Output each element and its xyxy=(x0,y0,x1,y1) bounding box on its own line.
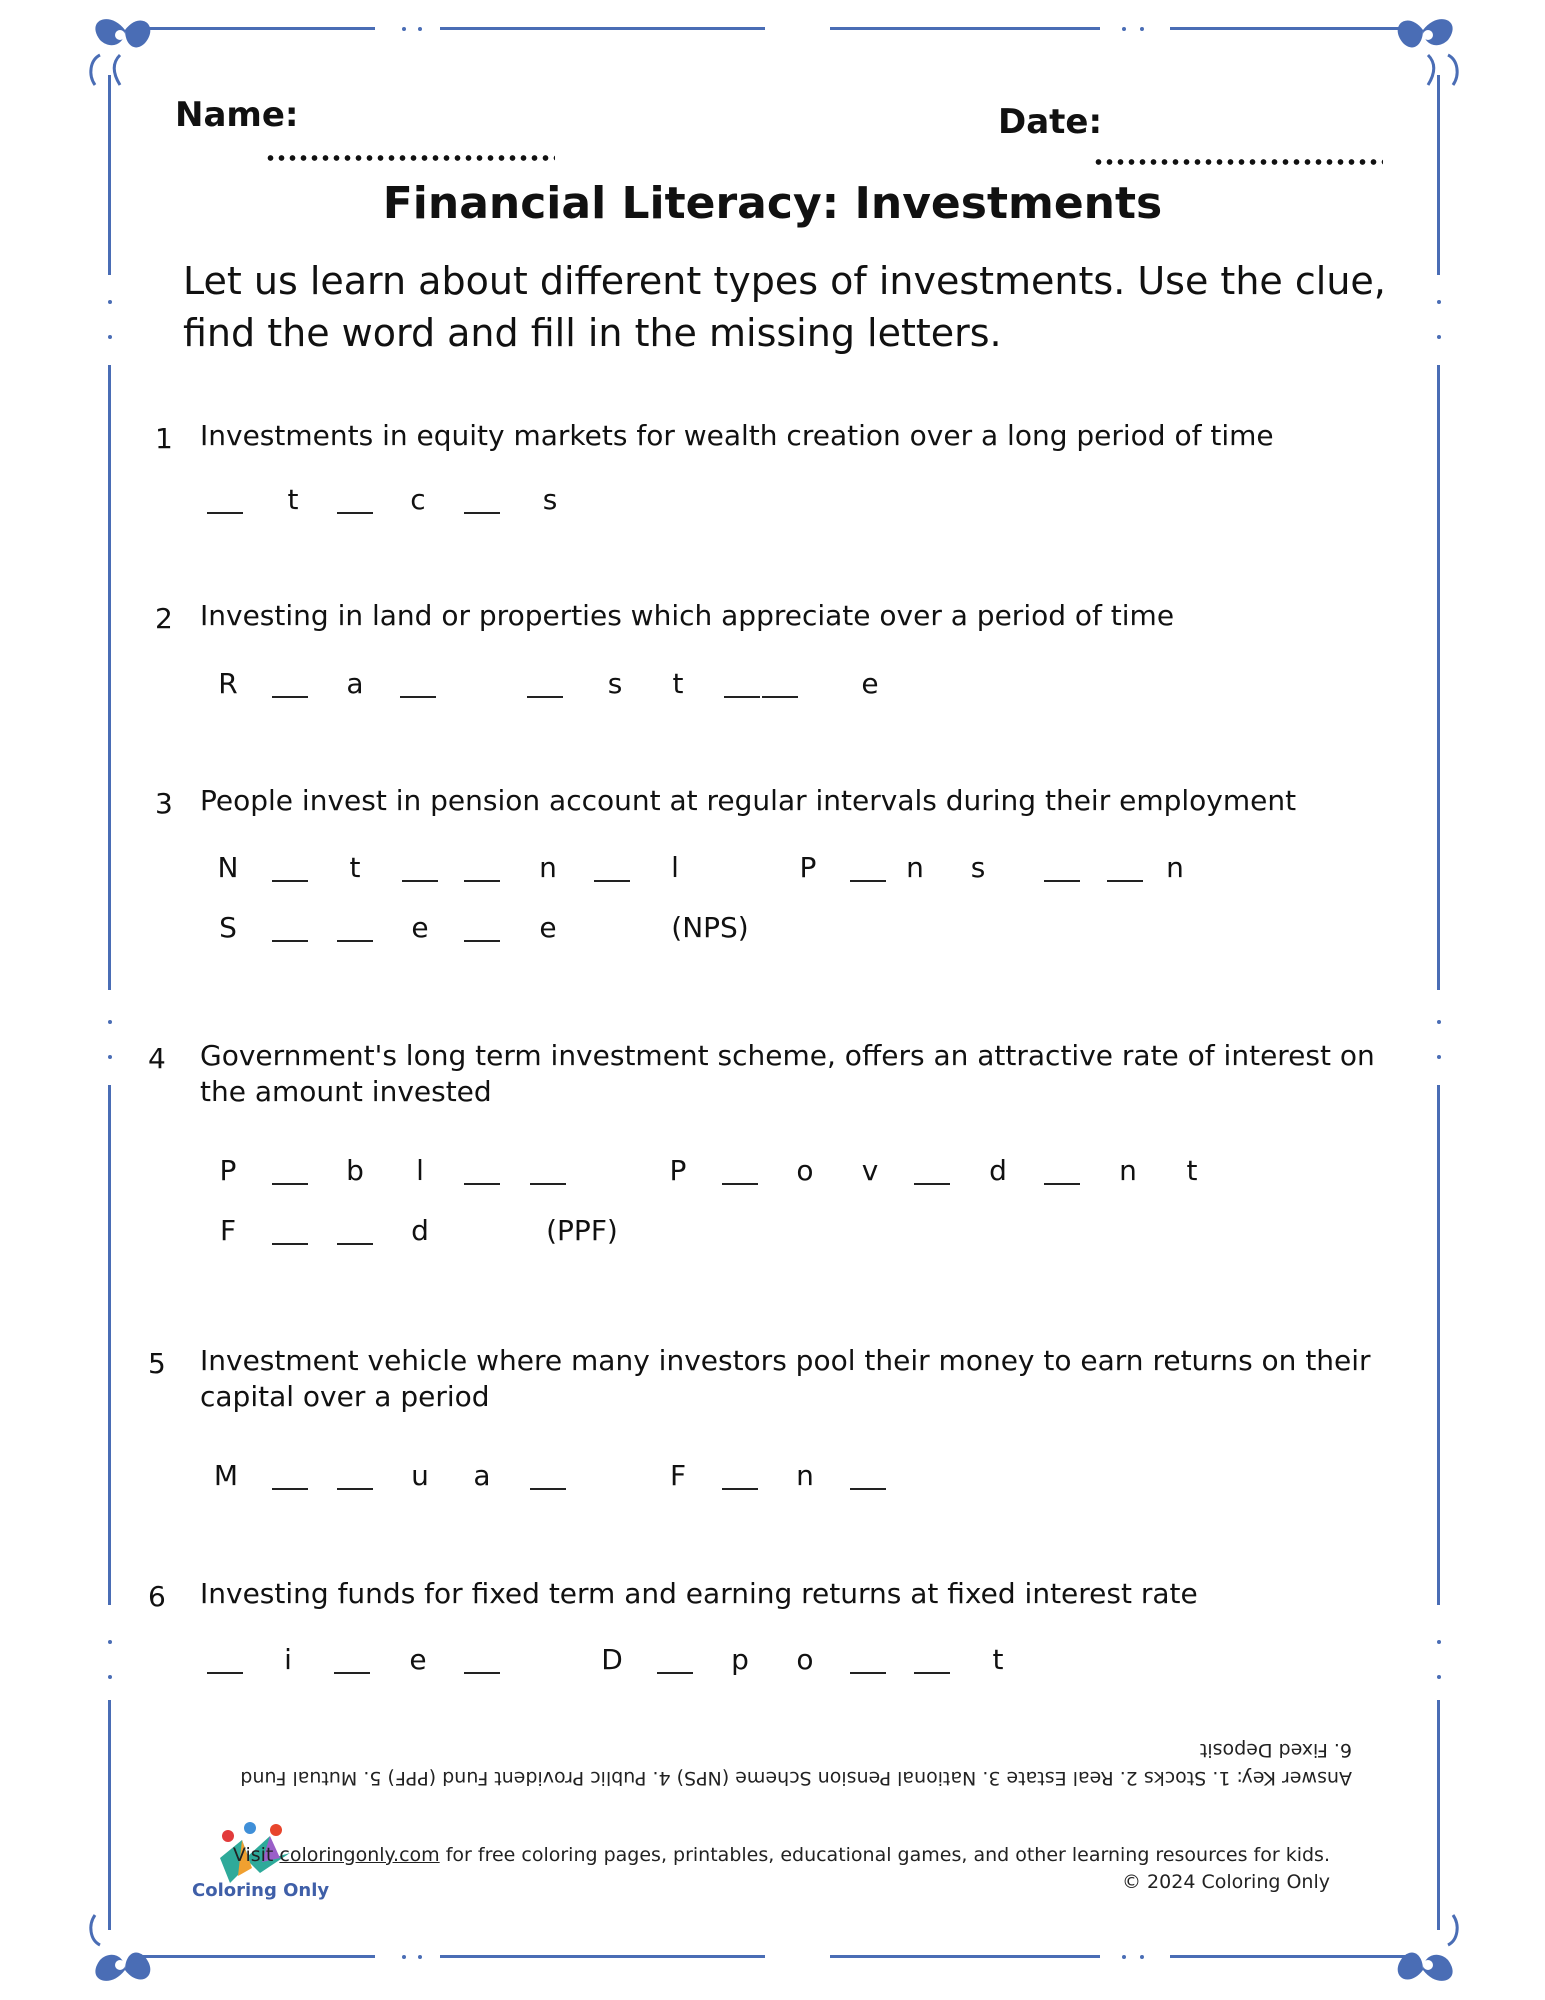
border-top-left xyxy=(135,27,375,30)
corner-flourish-icon xyxy=(80,5,170,95)
question-clue: Investing in land or properties which appreciate over a period of time xyxy=(200,599,1175,632)
letter-blank[interactable] xyxy=(272,1243,308,1245)
letter-blank[interactable] xyxy=(402,880,438,882)
footer-line xyxy=(230,1842,1330,1869)
border-dot xyxy=(1437,1675,1441,1679)
letter-blank[interactable] xyxy=(337,512,373,514)
letter-blank[interactable] xyxy=(464,1672,500,1674)
border-dot xyxy=(1140,1955,1144,1959)
corner-flourish-icon xyxy=(1378,1905,1468,1995)
name-label: Name: xyxy=(175,95,299,135)
footer xyxy=(230,1842,1330,1896)
given-letter: e xyxy=(539,911,557,944)
border-top-mid xyxy=(440,27,765,30)
border-dot xyxy=(1122,27,1126,31)
letter-blank[interactable] xyxy=(914,1672,950,1674)
question-clue: Government's long term investment scheme, offers an attractive rate of interest on the amount invested xyxy=(200,1039,1375,1108)
corner-flourish-icon xyxy=(1378,5,1468,95)
footer-text: Visit xyxy=(232,1844,280,1866)
letter-blank[interactable] xyxy=(850,1488,886,1490)
border-dot xyxy=(1437,1020,1441,1024)
given-letter: a xyxy=(473,1459,491,1492)
page-title: Financial Literacy: Investments xyxy=(382,178,1163,229)
given-letter: e xyxy=(409,1643,427,1676)
given-letter: b xyxy=(346,1154,364,1187)
border-bottom-far-right xyxy=(1170,1955,1410,1958)
question-clue: Investment vehicle where many investors pool their money to earn returns on their capital over a period xyxy=(200,1344,1371,1413)
given-letter: s xyxy=(542,483,558,516)
letter-blank[interactable] xyxy=(464,880,500,882)
letter-blank[interactable] xyxy=(337,1488,373,1490)
letter-blank[interactable] xyxy=(1044,880,1080,882)
letter-blank[interactable] xyxy=(594,880,630,882)
border-dot xyxy=(108,1020,112,1024)
question-number: 6 xyxy=(148,1580,166,1613)
given-letter: c xyxy=(410,483,426,516)
given-letter: D xyxy=(601,1643,623,1676)
question-number: 3 xyxy=(155,787,173,820)
given-letter: n xyxy=(1166,851,1184,884)
given-letter: d xyxy=(989,1154,1007,1187)
given-letter: n xyxy=(1119,1154,1137,1187)
given-letter: e xyxy=(411,911,429,944)
border-bottom-left xyxy=(135,1955,375,1958)
question-number: 2 xyxy=(155,602,173,635)
footer-text: for free coloring pages, printables, educational games, and other learning resources for kids. xyxy=(439,1844,1330,1866)
given-letter: t xyxy=(992,1643,1004,1676)
given-letter: n xyxy=(906,851,924,884)
name-field[interactable] xyxy=(265,153,555,163)
given-letter: t xyxy=(349,851,361,884)
letter-blank[interactable] xyxy=(464,1183,500,1185)
letter-blank[interactable] xyxy=(722,1488,758,1490)
given-letter: N xyxy=(217,851,239,884)
letter-blank[interactable] xyxy=(722,1183,758,1185)
given-letter: P xyxy=(669,1154,687,1187)
letter-blank[interactable] xyxy=(724,696,760,698)
given-letter: F xyxy=(669,1459,687,1492)
given-letter: d xyxy=(411,1214,429,1247)
question-number: 5 xyxy=(148,1347,166,1380)
letter-blank[interactable] xyxy=(272,1183,308,1185)
border-top-far-right xyxy=(1170,27,1410,30)
border-dot xyxy=(418,27,422,31)
letter-blank[interactable] xyxy=(272,696,308,698)
border-dot xyxy=(108,1640,112,1644)
letter-blank[interactable] xyxy=(272,880,308,882)
letter-blank[interactable] xyxy=(207,512,243,514)
border-dot xyxy=(108,335,112,339)
letter-blank[interactable] xyxy=(530,1488,566,1490)
given-letter: n xyxy=(796,1459,814,1492)
border-right-top xyxy=(1437,75,1440,275)
question-clue: Investing funds for fixed term and earning returns at fixed interest rate xyxy=(200,1577,1198,1610)
letter-blank[interactable] xyxy=(464,512,500,514)
given-letter: S xyxy=(219,911,237,944)
site-link[interactable]: coloringonly.com xyxy=(279,1844,440,1866)
letter-blank[interactable] xyxy=(464,940,500,942)
border-dot xyxy=(402,27,406,31)
given-letter: t xyxy=(1186,1154,1198,1187)
border-dot xyxy=(1140,27,1144,31)
border-dot xyxy=(108,1055,112,1059)
given-letter: n xyxy=(539,851,557,884)
letter-blank[interactable] xyxy=(207,1672,243,1674)
given-letter: F xyxy=(219,1214,237,1247)
border-right-bottom xyxy=(1437,1700,1440,1930)
answer-key: Answer Key: 1. Stocks 2. Real Estate 3. National Pension Scheme (NPS) 4. Public Provident Fund (PPF) 5. Mutual Fund 6. Fixed Deposit xyxy=(240,1739,1352,1789)
copyright: © 2024 Coloring Only xyxy=(1122,1871,1330,1893)
letter-blank[interactable] xyxy=(657,1672,693,1674)
question-number: 1 xyxy=(155,422,173,455)
given-letter: (NPS) xyxy=(671,911,749,944)
border-right-mid xyxy=(1437,365,1440,990)
date-field[interactable] xyxy=(1093,157,1383,167)
letter-blank[interactable] xyxy=(272,1488,308,1490)
border-dot xyxy=(1437,335,1441,339)
given-letter: R xyxy=(218,667,238,700)
letter-blank[interactable] xyxy=(530,1183,566,1185)
letter-blank[interactable] xyxy=(914,1183,950,1185)
border-left-top xyxy=(108,75,111,275)
given-letter: o xyxy=(796,1154,814,1187)
border-bottom-mid xyxy=(440,1955,765,1958)
border-dot xyxy=(402,1955,406,1959)
border-dot xyxy=(418,1955,422,1959)
letter-blank[interactable] xyxy=(1044,1183,1080,1185)
letter-blank[interactable] xyxy=(1107,880,1143,882)
date-label: Date: xyxy=(998,102,1103,142)
question-clue: People invest in pension account at regular intervals during their employment xyxy=(200,784,1297,817)
given-letter: t xyxy=(287,483,299,516)
border-dot xyxy=(1437,1055,1441,1059)
logo-text: Coloring Only xyxy=(192,1880,330,1901)
given-letter: (PPF) xyxy=(546,1214,618,1247)
given-letter: a xyxy=(346,667,364,700)
border-dot xyxy=(1122,1955,1126,1959)
given-letter: e xyxy=(861,667,879,700)
letter-blank[interactable] xyxy=(850,1672,886,1674)
letter-blank[interactable] xyxy=(272,940,308,942)
question-number: 4 xyxy=(148,1042,166,1075)
border-dot xyxy=(108,300,112,304)
given-letter: P xyxy=(219,1154,237,1187)
letter-blank[interactable] xyxy=(850,880,886,882)
given-letter: o xyxy=(796,1643,814,1676)
given-letter: P xyxy=(799,851,817,884)
given-letter: p xyxy=(731,1643,749,1676)
given-letter: v xyxy=(861,1154,879,1187)
instructions: Let us learn about different types of investments. Use the clue, find the word and fill in the missing letters. xyxy=(183,259,1386,355)
given-letter: i xyxy=(284,1643,292,1676)
letter-blank[interactable] xyxy=(334,1672,370,1674)
given-letter: t xyxy=(672,667,684,700)
border-right-low xyxy=(1437,1085,1440,1605)
border-top-right xyxy=(830,27,1100,30)
border-dot xyxy=(1437,1640,1441,1644)
border-dot xyxy=(108,1675,112,1679)
border-left-low xyxy=(108,1085,111,1605)
letter-blank[interactable] xyxy=(762,696,798,698)
border-dot xyxy=(1437,300,1441,304)
given-letter: u xyxy=(411,1459,429,1492)
given-letter: M xyxy=(213,1459,239,1492)
border-left-bottom xyxy=(108,1700,111,1930)
letter-blank[interactable] xyxy=(400,696,436,698)
letter-blank[interactable] xyxy=(337,940,373,942)
given-letter: s xyxy=(970,851,986,884)
given-letter: l xyxy=(671,851,679,884)
border-left-mid xyxy=(108,365,111,990)
given-letter: l xyxy=(416,1154,424,1187)
question-clue: Investments in equity markets for wealth creation over a long period of time xyxy=(200,419,1274,452)
given-letter: s xyxy=(607,667,623,700)
letter-blank[interactable] xyxy=(337,1243,373,1245)
border-bottom-right xyxy=(830,1955,1100,1958)
corner-flourish-icon xyxy=(80,1905,170,1995)
letter-blank[interactable] xyxy=(527,696,563,698)
